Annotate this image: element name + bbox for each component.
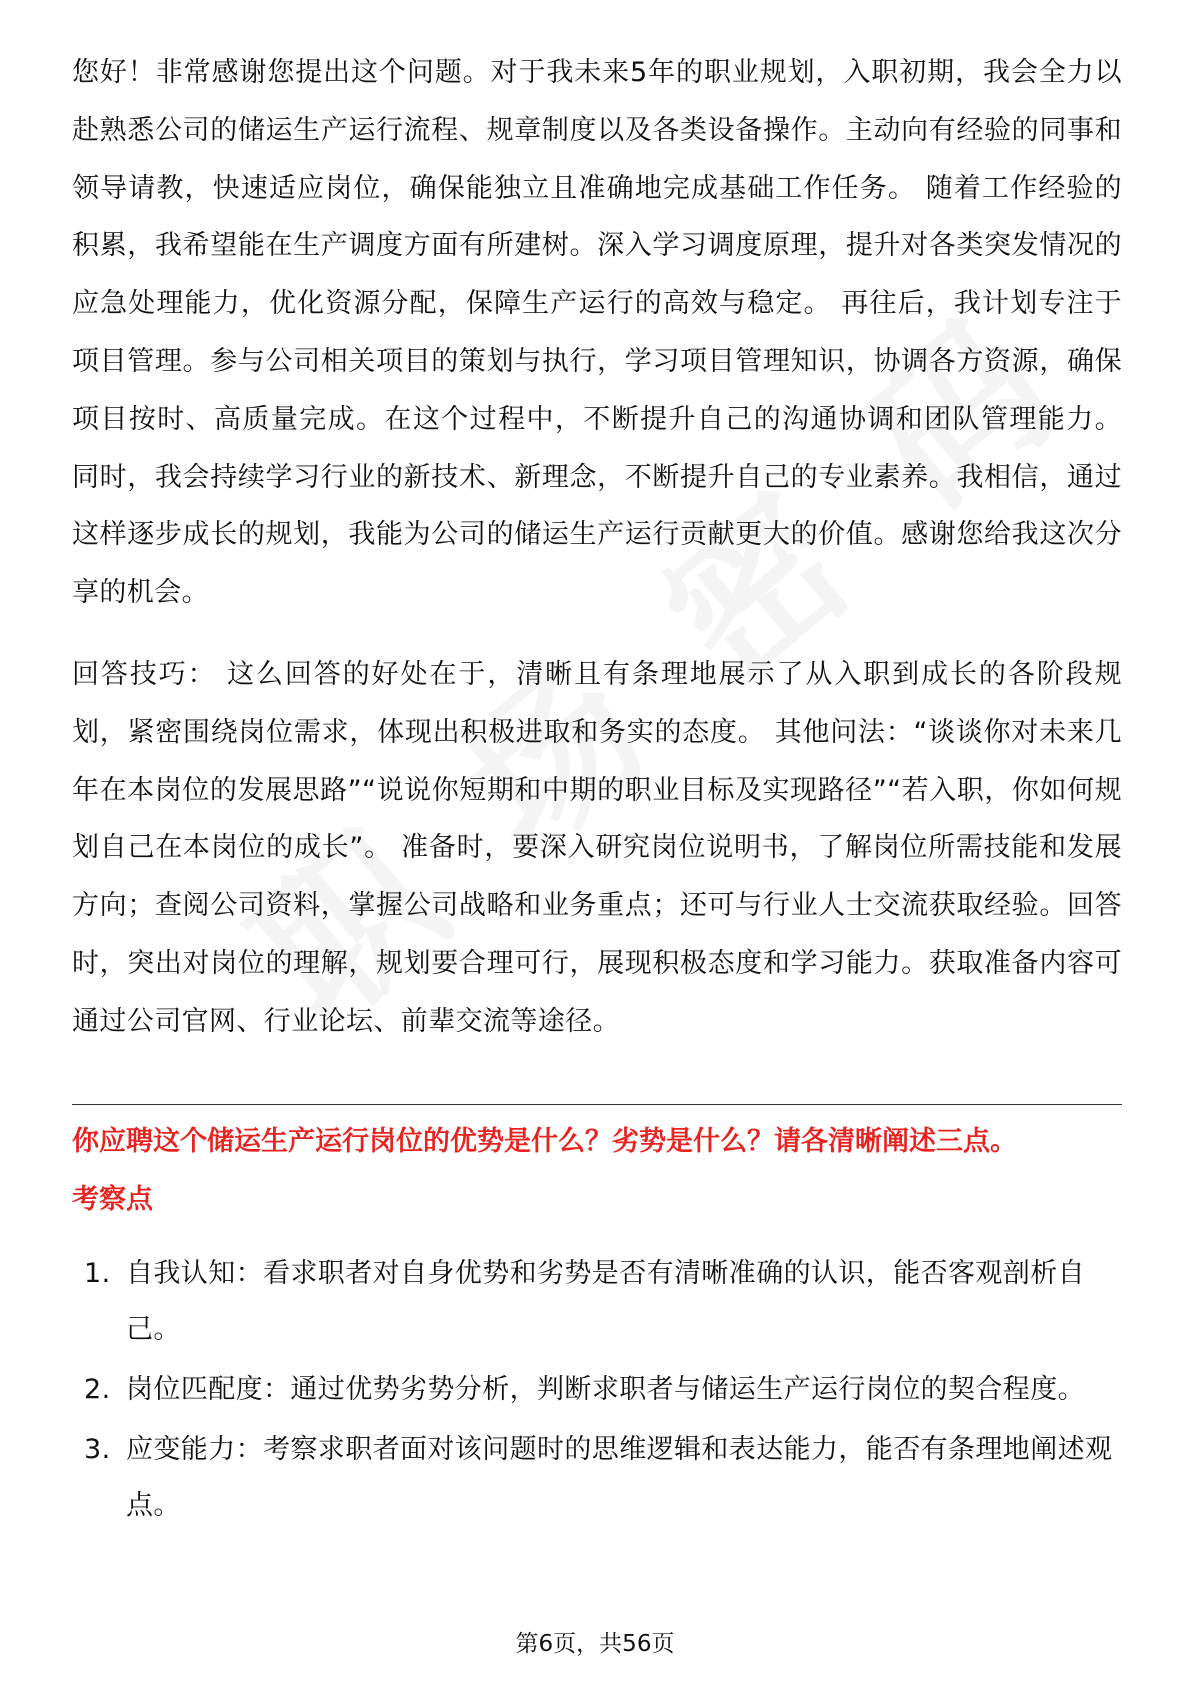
list-item-number: 3.: [84, 1434, 111, 1465]
question-heading: 你应聘这个储运生产运行岗位的优势是什么？劣势是什么？请各清晰阐述三点。: [72, 1126, 1017, 1157]
list-item-number: 2.: [84, 1374, 111, 1405]
section-divider: [72, 1104, 1122, 1105]
list-item-text: 自我认知：看求职者对自身优势和劣势是否有清晰准确的认识，能否客观剖析自己。: [126, 1258, 1085, 1345]
assessment-list: [72, 1246, 1122, 1534]
list-item-text: 岗位匹配度：通过优势劣势分析，判断求职者与储运生产运行岗位的契合程度。: [126, 1374, 1085, 1405]
list-item: [72, 1422, 1122, 1534]
page-number: 第6页，共56页: [515, 1631, 675, 1657]
list-item: [72, 1246, 1122, 1358]
answer-paragraph: 您好！非常感谢您提出这个问题。对于我未来5年的职业规划，入职初期，我会全力以赴熟悉公司的储运生产运行流程、规章制度以及各类设备操作。主动向有经验的同事和领导请教，快速适应岗位，确保能独立且准确地完成基础工作任务。 随着工作经验的积累，我希望能在生产调度方面有所建树。深入学习调度原理，提升对各类突发情况的应急处理能力，优化资源分配，保障生产运行的高效与稳定。 再往后，我计划专注于项目管理。参与公司相关项目的策划与执行，学习项目管理知识，协调各方资源，确保项目按时、高质量完成。在这个过程中，不断提升自己的沟通协调和团队管理能力。 同时，我会持续学习行业的新技术、新理念，不断提升自己的专业素养。我相信，通过这样逐步成长的规划，我能为公司的储运生产运行贡献更大的价值。感谢您给我这次分享的机会。: [72, 57, 1122, 609]
answer-section: [72, 44, 1122, 1051]
list-item-number: 1.: [84, 1258, 111, 1289]
tips-paragraph: 回答技巧： 这么回答的好处在于，清晰且有条理地展示了从入职到成长的各阶段规划，紧密围绕岗位需求，体现出积极进取和务实的态度。 其他问法：“谈谈你对未来几年在本岗位的发展思路”“说说你短期和中期的职业目标及实现路径”“若入职，你如何规划自己在本岗位的成长”。 准备时，要深入研究岗位说明书，了解岗位所需技能和发展方向；查阅公司资料，掌握公司战略和业务重点；还可与行业人士交流获取经验。回答时，突出对岗位的理解，规划要合理可行，展现积极态度和学习能力。获取准备内容可通过公司官网、行业论坛、前辈交流等途径。: [72, 658, 1122, 1037]
assessment-heading: 考察点: [72, 1184, 153, 1215]
list-item-text: 应变能力：考察求职者面对该问题时的思维逻辑和表达能力，能否有条理地阐述观点。: [126, 1434, 1113, 1521]
list-item: [72, 1362, 1122, 1418]
